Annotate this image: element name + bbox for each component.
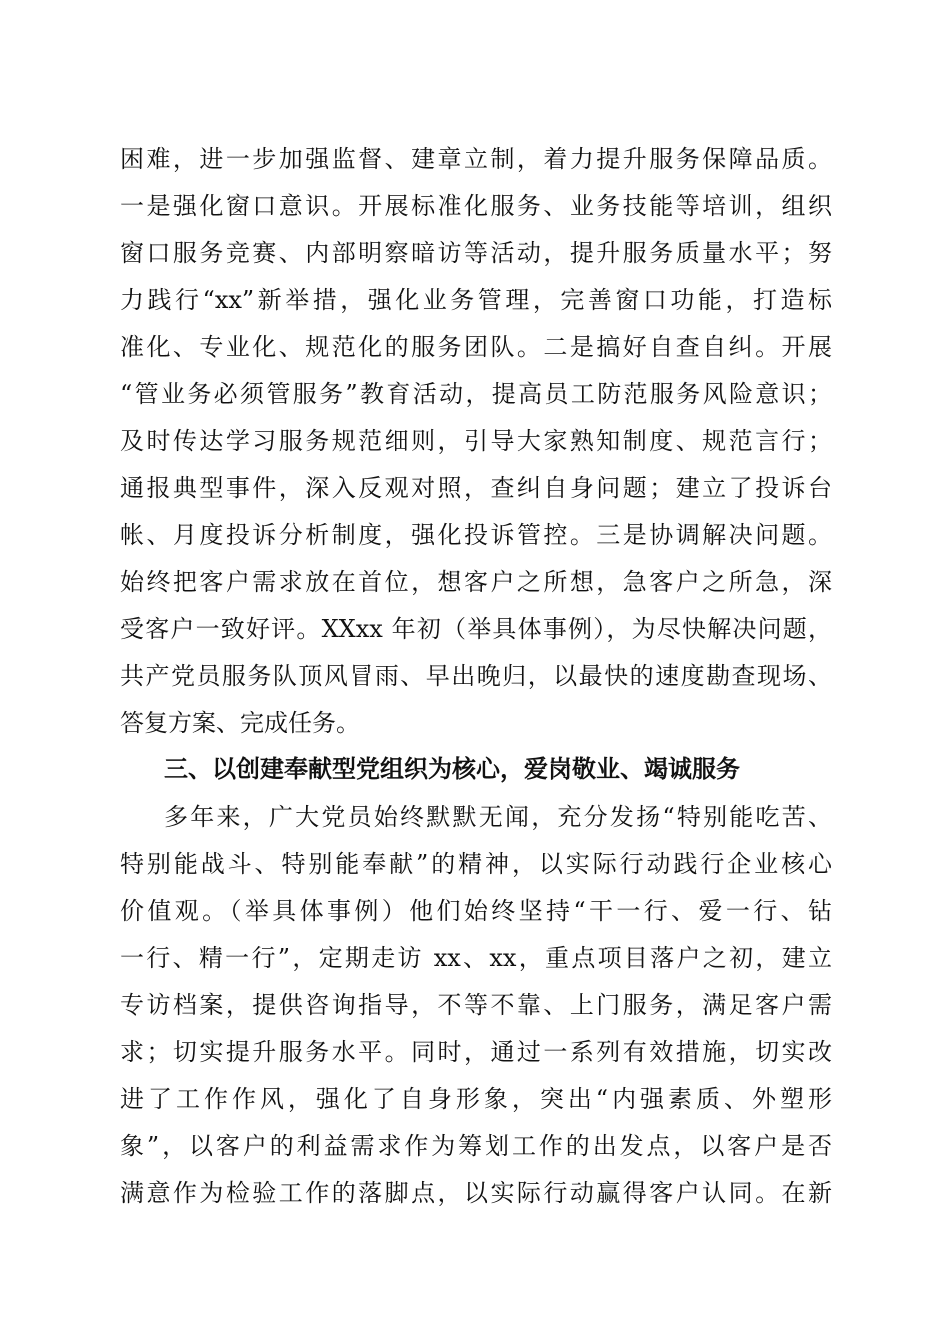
text-line: 象”，以客户的利益需求作为筹划工作的出发点，以客户是否 — [120, 1132, 832, 1160]
text-line: 特别能战斗、特别能奉献”的精神，以实际行动践行企业核心 — [120, 850, 832, 878]
text-line: 力践行“xx”新举措，强化业务管理，完善窗口功能，打造标 — [120, 286, 832, 314]
text-line: 进了工作作风，强化了自身形象，突出“内强素质、外塑形 — [120, 1085, 832, 1113]
text-line: 困难，进一步加强监督、建章立制，着力提升服务保障品质。 — [120, 145, 832, 173]
text-line: 始终把客户需求放在首位，想客户之所想，急客户之所急，深 — [120, 568, 832, 596]
text-line: 多年来，广大党员始终默默无闻，充分发扬“特别能吃苦、 — [164, 803, 832, 831]
text-line: 专访档案，提供咨询指导，不等不靠、上门服务，满足客户需 — [120, 991, 832, 1019]
text-line: 通报典型事件，深入反观对照，查纠自身问题；建立了投诉台 — [120, 474, 832, 502]
section-heading: 三、以创建奉献型党组织为核心，爱岗敬业、竭诚服务 — [164, 755, 740, 783]
text-line: 一是强化窗口意识。开展标准化服务、业务技能等培训，组织 — [120, 192, 832, 220]
text-line: 共产党员服务队顶风冒雨、早出晚归，以最快的速度勘查现场、 — [120, 662, 832, 690]
text-line: 及时传达学习服务规范细则，引导大家熟知制度、规范言行； — [120, 427, 832, 455]
text-line: 窗口服务竞赛、内部明察暗访等活动，提升服务质量水平；努 — [120, 239, 832, 267]
text-line: 一行、精一行”，定期走访 xx、xx，重点项目落户之初，建立 — [120, 944, 832, 972]
text-line: 答复方案、完成任务。 — [120, 709, 360, 737]
text-line: 帐、月度投诉分析制度，强化投诉管控。三是协调解决问题。 — [120, 521, 832, 549]
text-line: 受客户一致好评。XXxx 年初（举具体事例），为尽快解决问题， — [120, 615, 832, 643]
text-line: 准化、专业化、规范化的服务团队。二是搞好自查自纠。开展 — [120, 333, 832, 361]
text-line: 价值观。（举具体事例）他们始终坚持“干一行、爱一行、钻 — [120, 897, 832, 925]
text-line: “管业务必须管服务”教育活动，提高员工防范服务风险意识； — [120, 380, 832, 408]
text-line: 求；切实提升服务水平。同时，通过一系列有效措施，切实改 — [120, 1038, 832, 1066]
text-line: 满意作为检验工作的落脚点，以实际行动赢得客户认同。在新 — [120, 1179, 832, 1207]
